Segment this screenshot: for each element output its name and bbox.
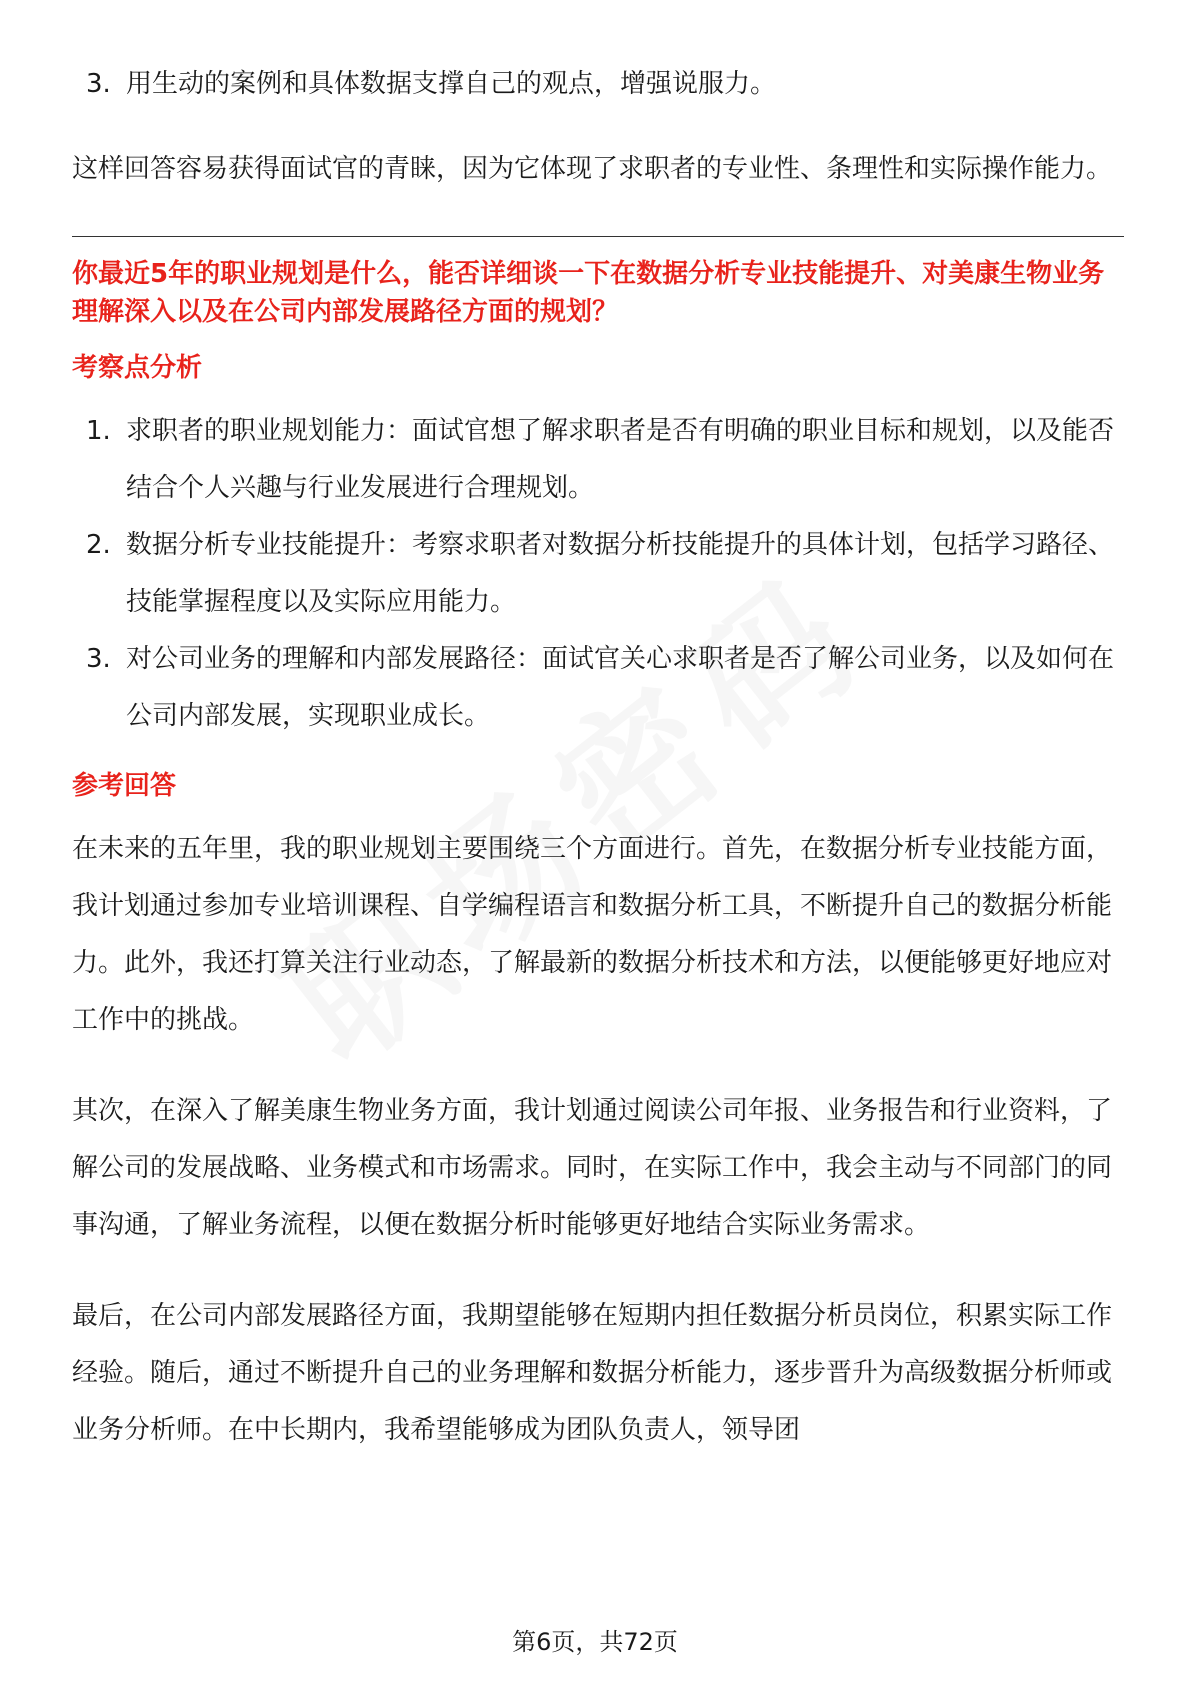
list-number: 3.: [86, 644, 111, 674]
list-text: 求职者的职业规划能力：面试官想了解求职者是否有明确的职业目标和规划，以及能否结合个人兴趣与行业发展进行合理规划。: [126, 416, 1115, 503]
list-item: [72, 56, 1124, 113]
answer-paragraph: 在未来的五年里，我的职业规划主要围绕三个方面进行。首先，在数据分析专业技能方面，我计划通过参加专业培训课程、自学编程语言和数据分析工具，不断提升自己的数据分析能力。此外，我还打算关注行业动态，了解最新的数据分析技术和方法，以便能够更好地应对工作中的挑战。: [72, 834, 1113, 1035]
analysis-list: [72, 403, 1124, 745]
list-text: 数据分析专业技能提升：考察求职者对数据分析技能提升的具体计划，包括学习路径、技能掌握程度以及实际应用能力。: [126, 530, 1115, 617]
list-number: 2.: [86, 530, 111, 560]
list-text: 用生动的案例和具体数据支撑自己的观点，增强说服力。: [126, 69, 777, 99]
answer-paragraph: 最后，在公司内部发展路径方面，我期望能够在短期内担任数据分析员岗位，积累实际工作经验。随后，通过不断提升自己的业务理解和数据分析能力，逐步晋升为高级数据分析师或业务分析师。在中长期内，我希望能够成为团队负责人，领导团: [72, 1301, 1113, 1445]
interview-question: 你最近5年的职业规划是什么，能否详细谈一下在数据分析专业技能提升、对美康生物业务理解深入以及在公司内部发展路径方面的规划？: [72, 259, 1105, 327]
page-number: 第6页，共72页: [512, 1628, 678, 1656]
list-number: 3.: [86, 69, 111, 99]
summary-paragraph: 这样回答容易获得面试官的青睐，因为它体现了求职者的专业性、条理性和实际操作能力。: [72, 154, 1113, 184]
list-item: [72, 517, 1124, 631]
answer-paragraph: 其次，在深入了解美康生物业务方面，我计划通过阅读公司年报、业务报告和行业资料，了解公司的发展战略、业务模式和市场需求。同时，在实际工作中，我会主动与不同部门的同事沟通，了解业务流程，以便在数据分析时能够更好地结合实际业务需求。: [72, 1096, 1113, 1240]
list-item: [72, 631, 1124, 745]
section-divider: [72, 236, 1124, 237]
list-text: 对公司业务的理解和内部发展路径：面试官关心求职者是否了解公司业务，以及如何在公司内部发展，实现职业成长。: [126, 644, 1115, 731]
answer-heading: 参考回答: [72, 771, 177, 801]
list-number: 1.: [86, 416, 111, 446]
page-content: [72, 56, 1124, 1459]
analysis-heading: 考察点分析: [72, 353, 203, 383]
top-list: [72, 56, 1124, 113]
list-item: [72, 403, 1124, 517]
